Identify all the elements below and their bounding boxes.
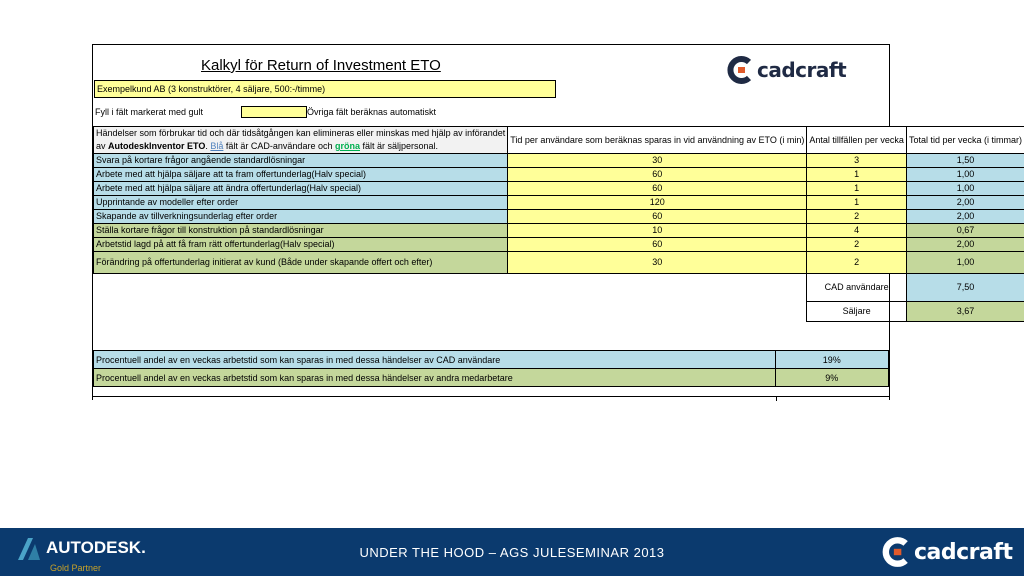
- count-cell[interactable]: 2: [807, 210, 907, 224]
- time-cell[interactable]: 60: [508, 182, 807, 196]
- time-cell[interactable]: 10: [508, 224, 807, 238]
- time-cell[interactable]: 60: [508, 168, 807, 182]
- total-cell: 1,00: [906, 168, 1024, 182]
- cadcraft-wordmark: cadcraft: [757, 58, 847, 82]
- autodesk-wordmark: AUTODESK.: [46, 538, 146, 557]
- count-cell[interactable]: 2: [807, 252, 907, 274]
- sales-sum-label: Säljare: [807, 302, 907, 322]
- count-cell[interactable]: 1: [807, 168, 907, 182]
- table-header-row: [94, 127, 1024, 154]
- row-label: Ställa kortare frågor till konstruktion på standardlösningar: [94, 224, 508, 238]
- sheet-bottom-line: [93, 396, 890, 397]
- roi-spreadsheet: [92, 44, 1022, 400]
- gold-partner-label: Gold Partner: [50, 563, 102, 573]
- time-cell[interactable]: 60: [508, 210, 807, 224]
- table-row: [94, 168, 1024, 182]
- blank-cell: [508, 302, 807, 322]
- sheet-title: Kalkyl för Return of Investment ETO: [201, 57, 441, 74]
- percentage-table: [93, 350, 889, 387]
- time-cell[interactable]: 30: [508, 154, 807, 168]
- auto-note: Övriga fält beräknas automatiskt: [307, 107, 437, 117]
- cadcraft-c-icon: [880, 536, 912, 568]
- time-cell[interactable]: 120: [508, 196, 807, 210]
- cad-sum-label: CAD användare: [807, 274, 907, 302]
- table-row: [94, 154, 1024, 168]
- blank-cell: [94, 274, 508, 302]
- total-cell: 1,00: [906, 252, 1024, 274]
- footer-title: UNDER THE HOOD – AGS JULESEMINAR 2013: [359, 545, 665, 560]
- total-cell: 2,00: [906, 210, 1024, 224]
- fill-note: Fyll i fält markerat med gult: [95, 107, 204, 117]
- total-header: Total tid per vecka (i timmar): [906, 127, 1024, 154]
- sheet-bottom-tick: [776, 396, 777, 401]
- table-row: [94, 196, 1024, 210]
- description-header: Händelser som förbrukar tid och där tidsåtgången kan elimineras eller minskas med hjälp av införandet av AutodeskInventor ETO. Blå fält är CAD-användare och gröna fält är säljpersonal.: [94, 127, 508, 154]
- table-row: [94, 252, 1024, 274]
- footer-cadcraft-wordmark: cadcraft: [914, 539, 1013, 565]
- cadcraft-c-icon: [725, 55, 755, 85]
- total-cell: 1,00: [906, 182, 1024, 196]
- pct-other-value: 9%: [775, 369, 888, 387]
- row-label: Upprintande av modeller efter order: [94, 196, 508, 210]
- row-label: Arbete med att hjälpa säljare att ändra offertunderlag(Halv special): [94, 182, 508, 196]
- count-cell[interactable]: 1: [807, 182, 907, 196]
- time-header: Tid per användare som beräknas sparas in vid användning av ETO (i min): [508, 127, 807, 154]
- row-label: Skapande av tillverkningsunderlag efter order: [94, 210, 508, 224]
- table-row: [94, 182, 1024, 196]
- cad-sum-value: 7,50: [906, 274, 1024, 302]
- pct-cad-label: Procentuell andel av en veckas arbetstid som kan sparas in med dessa händelser av CAD användare: [94, 351, 776, 369]
- count-cell[interactable]: 4: [807, 224, 907, 238]
- table-row: [94, 224, 1024, 238]
- row-label: Arbete med att hjälpa säljare att ta fram offertunderlag(Halv special): [94, 168, 508, 182]
- pct-cad-value: 19%: [775, 351, 888, 369]
- count-cell[interactable]: 2: [807, 238, 907, 252]
- pct-row-cad: [94, 351, 889, 369]
- row-label: Arbetstid lagd på att få fram rätt offertunderlag(Halv special): [94, 238, 508, 252]
- total-cell: 0,67: [906, 224, 1024, 238]
- total-cell: 2,00: [906, 238, 1024, 252]
- time-cell[interactable]: 60: [508, 238, 807, 252]
- yellow-legend-swatch: [241, 106, 307, 118]
- count-cell[interactable]: 1: [807, 196, 907, 210]
- slide-footer: [0, 528, 1024, 576]
- total-cell: 2,00: [906, 196, 1024, 210]
- count-cell[interactable]: 3: [807, 154, 907, 168]
- cadcraft-logo: [725, 54, 855, 86]
- time-cell[interactable]: 30: [508, 252, 807, 274]
- count-header: Antal tillfällen per vecka: [807, 127, 907, 154]
- pct-row-other: [94, 369, 889, 387]
- table-row: [94, 210, 1024, 224]
- pct-other-label: Procentuell andel av en veckas arbetstid som kan sparas in med dessa händelser av andra medarbetare: [94, 369, 776, 387]
- total-cell: 1,50: [906, 154, 1024, 168]
- events-table: [93, 126, 1024, 322]
- footer-cadcraft-logo: [880, 536, 1012, 568]
- table-row: [94, 238, 1024, 252]
- customer-field[interactable]: Exempelkund AB (3 konstruktörer, 4 säljare, 500:-/timme): [94, 80, 556, 98]
- row-label: Svara på kortare frågor angående standardlösningar: [94, 154, 508, 168]
- summary-row-sales: [94, 302, 1024, 322]
- blank-cell: [508, 274, 807, 302]
- row-label: Förändring på offertunderlag initierat av kund (Både under skapande offert och efter): [94, 252, 508, 274]
- summary-row-cad: [94, 274, 1024, 302]
- sales-sum-value: 3,67: [906, 302, 1024, 322]
- blank-cell: [94, 302, 508, 322]
